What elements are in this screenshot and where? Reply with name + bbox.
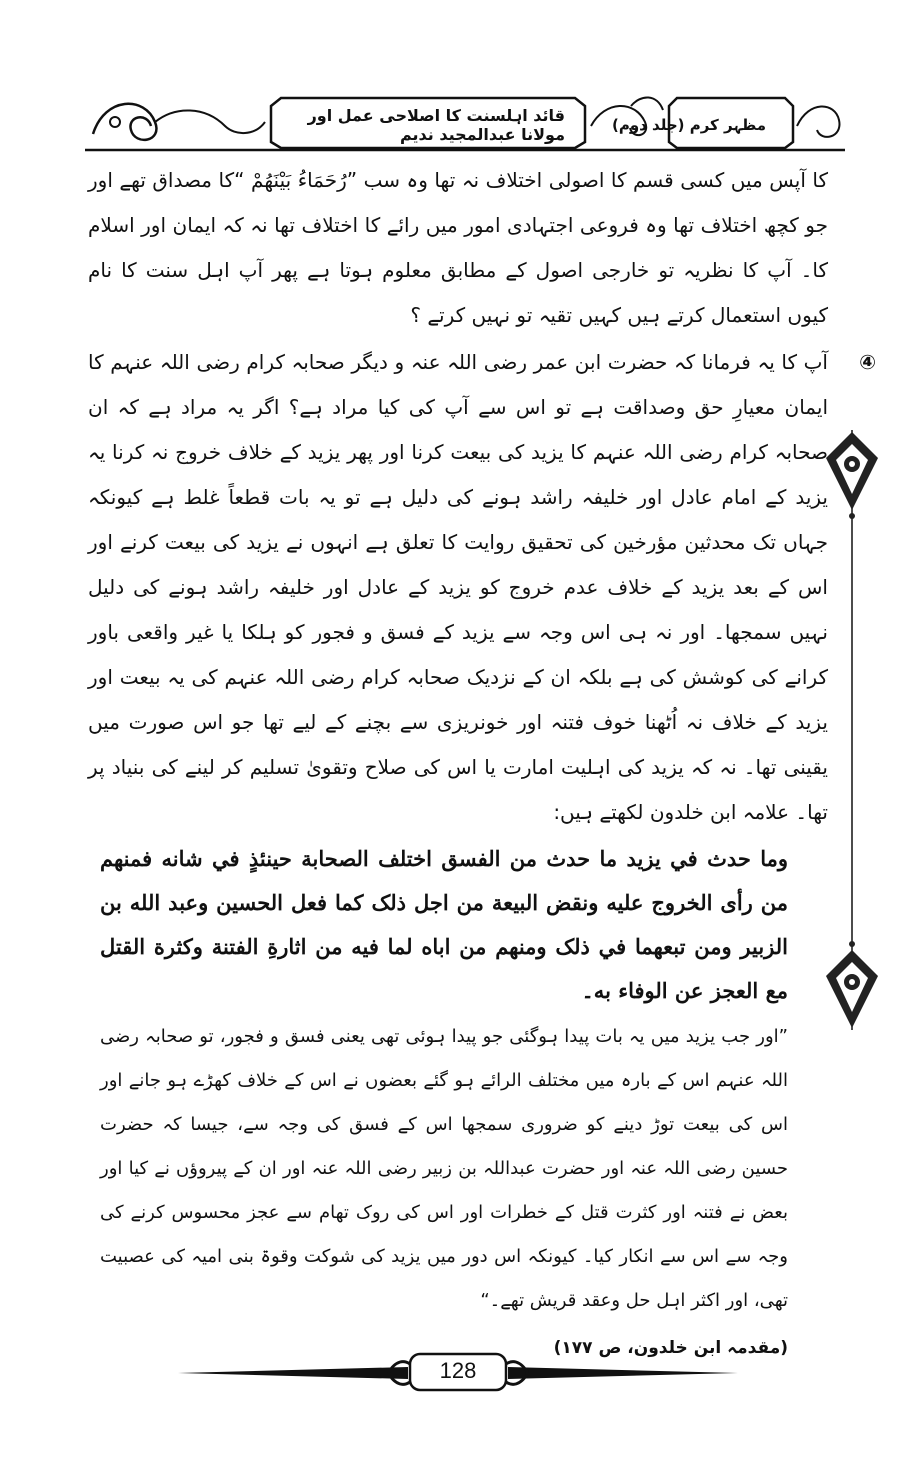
arabic-quote: وما حدث في يزيد ما حدث من الفسق اختلف الصحابة حينئذٍ في شانه فمنهم من رأى الخروج عليه ونقض البيعة من اجل ذلک کما فعل الحسين وعبد الله بن الزبير ومن تبعهما في ذلک ومنهم من اباه لما فيه من اثارةِ الفتنة وکثرة القتل مع العجز عن الوفاء به۔ bbox=[100, 846, 788, 1003]
page-number: 128 bbox=[439, 1358, 477, 1383]
page-header bbox=[85, 86, 845, 156]
reference-citation: (مقدمہ ابن خلدون، ص ۱۷۷) bbox=[553, 1338, 788, 1358]
chapter-title: قائد اہلسنت کا اصلاحی عمل اور مولانا عبدالمجید ندیم bbox=[307, 106, 565, 144]
page-content bbox=[88, 158, 876, 1358]
item-number: ④ bbox=[859, 350, 876, 374]
numbered-item bbox=[88, 340, 876, 835]
intro-paragraph: کا آپس میں کسی قسم کا اصولی اختلاف نہ تھا وہ سب ”رُحَمَاءُ بَیْنَھُمْ “کا مصداق تھے اور جو کچھ اختلاف تھا وہ فروعی اجتہادی امور میں رائے کا اختلاف تھا نہ کہ ایمان اور اسلام کا۔ آپ کا نظریہ تو خارجی اصول کے مطابق معلوم ہوتا ہے پھر آپ اہل سنت کا نام کیوں استعمال کرتے ہیں کہیں تقیہ تو نہیں کرتے ؟ bbox=[88, 168, 828, 327]
book-title: مظہر کرم (جلد دوم) bbox=[611, 116, 767, 134]
page-footer bbox=[178, 1350, 738, 1396]
side-ornament bbox=[822, 430, 882, 1030]
quote-translation: ”اور جب یزید میں یہ بات پیدا ہوگئی جو پیدا ہوئی تھی یعنی فسق و فجور، تو صحابہ رضی اللہ عنہم اس کے بارہ میں مختلف الرائے ہو گئے بعضوں نے اس کے خلاف کھڑے ہو جانے اور اس کی بیعت توڑ دینے کو ضروری سمجھا اس کے فسق کی وجہ سے، جیسا کہ حضرت حسین رضی اللہ عنہ اور حضرت عبداللہ بن زبیر رضی اللہ عنہ اور ان کے پیروؤں نے کیا اور بعض نے فتنہ اور کثرت قتل کے خطرات اور اس کی روک تھام سے عجز محسوس کرنے کی وجہ سے اس سے انکار کیا۔ کیونکہ اس دور میں یزید کی شوکت وقوۃ بنی امیہ کی عصبیت تھی، اور اکثر اہل حل وعقد قریش تھے۔“ bbox=[100, 1026, 788, 1311]
item-paragraph: آپ کا یہ فرمانا کہ حضرت ابن عمر رضی اللہ عنہ و دیگر صحابہ کرام رضی اللہ عنہم کا ایمان معیارِ حق وصداقت ہے تو اس سے آپ کی کیا مراد ہے؟ اگر یہ مراد ہے کہ ان صحابہ کرام رضی اللہ عنہم کا یزید کی بیعت کرنا اور پھر یزید کے خلاف خروج نہ کرنا یہ یزید کے امام عادل اور خلیفہ راشد ہونے کی دلیل ہے تو یہ بات قطعاً غلط ہے کیونکہ جہاں تک محدثین مؤرخین کی تحقیق روایت کا تعلق ہے انہوں نے یزید کی بیعت کرنے اور اس کے بعد یزید کے خلاف عدم خروج کو یزید کے عادل اور خلیفہ راشد ہونے کی دلیل نہیں سمجھا۔ اور نہ ہی اس وجہ سے یزید کے فسق و فجور کو ہلکا یا غیر واقعی باور کرانے کی کوشش کی ہے بلکہ ان کے نزدیک صحابہ کرام رضی اللہ عنہم کی یہ بیعت اور یزید کے خلاف نہ اُٹھنا خوف فتنہ اور خونریزی سے بچنے کے لیے تھا جو اس صورت میں یقینی تھا۔ نہ کہ یزید کی اہلیت امارت یا اس کی صلاح وتقویٰ تسلیم کر لینے کی بنیاد پر تھا۔ علامہ ابن خلدون لکھتے ہیں: bbox=[88, 350, 828, 824]
bottom-medallion-icon bbox=[826, 941, 878, 1028]
top-medallion-icon bbox=[826, 432, 878, 519]
